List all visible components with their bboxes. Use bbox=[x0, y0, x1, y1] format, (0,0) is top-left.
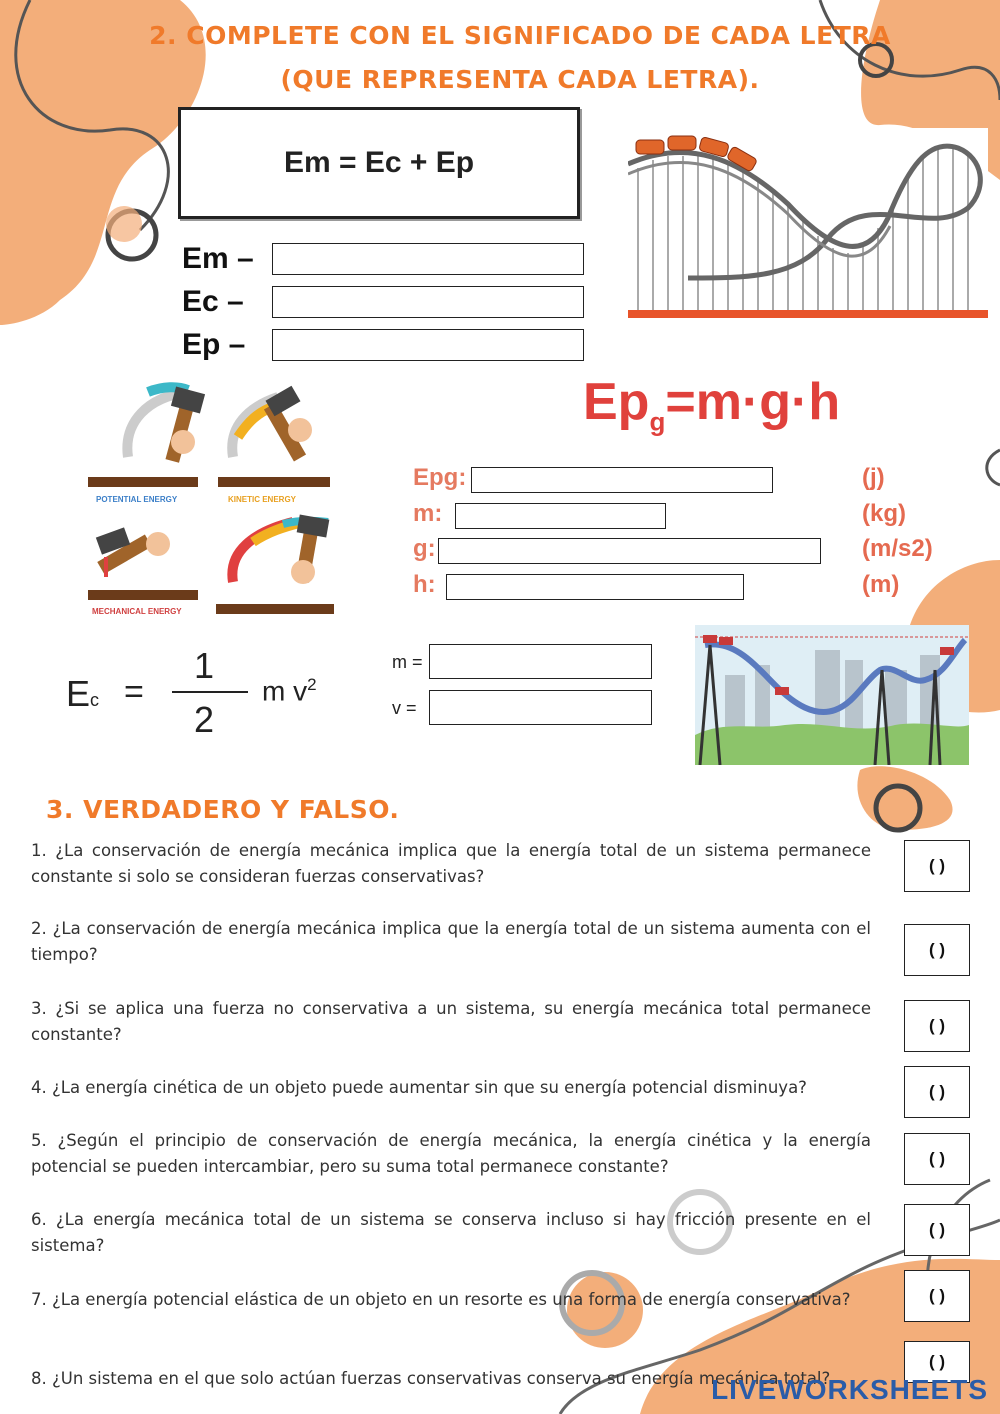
definition-row-em bbox=[182, 241, 584, 277]
answer-box-3[interactable]: ( ) bbox=[904, 1000, 970, 1052]
var-label-g: g: bbox=[413, 535, 436, 562]
mv-label-m: m = bbox=[392, 652, 423, 672]
definition-row-ec bbox=[182, 284, 584, 320]
var-label-h: h: bbox=[413, 571, 436, 598]
formula-mv bbox=[262, 675, 317, 707]
answer-box-7[interactable]: ( ) bbox=[904, 1270, 970, 1322]
formula-numerator: 1 bbox=[194, 645, 215, 686]
mv-input-v[interactable] bbox=[429, 690, 652, 725]
answer-box-1[interactable]: ( ) bbox=[904, 840, 970, 892]
mechanical-energy-formula: Em = Ec + Ep bbox=[178, 107, 580, 219]
caption-mechanical-energy: MECHANICAL ENERGY bbox=[92, 607, 182, 616]
definition-input-ec[interactable] bbox=[272, 286, 584, 318]
unit-epg: (j) bbox=[862, 464, 885, 491]
formula-sub-g: g bbox=[649, 406, 666, 437]
hammer-energy-illustration bbox=[88, 382, 344, 622]
liveworksheets-logo: LIVEWORKSHEETS bbox=[711, 1374, 988, 1405]
definition-input-em[interactable] bbox=[272, 243, 584, 275]
roller-coaster-illustration bbox=[628, 128, 988, 323]
question-2: 2. ¿La conservación de energía mecánica implica que la energía total de un sistema aumenta con el tiempo? bbox=[31, 919, 871, 964]
var-label-epg: Epg: bbox=[413, 464, 467, 491]
definition-row-ep bbox=[182, 327, 584, 363]
mv-label-v: v = bbox=[392, 698, 417, 718]
var-input-m[interactable] bbox=[455, 503, 666, 529]
definition-input-ep[interactable] bbox=[272, 329, 584, 361]
section-2-title: 2. COMPLETE CON EL SIGNIFICADO DE CADA LETRA (QUE REPRESENTA CADA LETRA). bbox=[149, 21, 891, 94]
definition-label: Em – bbox=[182, 242, 254, 275]
potential-energy-formula bbox=[583, 372, 840, 437]
answer-box-8[interactable]: ( ) bbox=[904, 1341, 970, 1383]
question-3: 3. ¿Si se aplica una fuerza no conservativa a un sistema, su energía mecánica total permanece constante? bbox=[31, 999, 871, 1044]
section-3-title: 3. VERDADERO Y FALSO. bbox=[46, 795, 400, 824]
answer-box-4[interactable]: ( ) bbox=[904, 1066, 970, 1118]
formula-ep: Ep bbox=[583, 373, 650, 431]
formula-e bbox=[66, 673, 99, 715]
roller-coaster-diagram bbox=[695, 625, 969, 765]
answer-box-6[interactable]: ( ) bbox=[904, 1204, 970, 1256]
var-label-m: m: bbox=[413, 500, 443, 527]
question-1: 1. ¿La conservación de energía mecánica implica que la energía total de un sistema permanece constante si solo se consideran fuerzas conservativas? bbox=[31, 841, 871, 886]
fraction-bar bbox=[172, 691, 248, 693]
definition-label: Ep – bbox=[182, 328, 246, 361]
formula-denominator: 2 bbox=[194, 699, 215, 740]
formula-mv-text: m v bbox=[262, 675, 308, 707]
answer-box-2[interactable]: ( ) bbox=[904, 924, 970, 976]
var-input-epg[interactable] bbox=[471, 467, 773, 493]
unit-g: (m/s2) bbox=[862, 535, 933, 562]
caption-kinetic-energy: KINETIC ENERGY bbox=[228, 495, 297, 504]
question-8: 8. ¿Un sistema en el que solo actúan fuerzas conservativas conserva su energía mecánica total? bbox=[31, 1369, 831, 1388]
formula-ec-e: E bbox=[66, 673, 91, 714]
formula-exponent: 2 bbox=[307, 675, 317, 694]
question-6: 6. ¿La energía mecánica total de un sistema se conserva incluso si hay fricción presente en el sistema? bbox=[31, 1210, 871, 1255]
unit-h: (m) bbox=[862, 571, 900, 598]
formula-equals: = bbox=[124, 673, 144, 711]
answer-box-5[interactable]: ( ) bbox=[904, 1133, 970, 1185]
question-7: 7. ¿La energía potencial elástica de un objeto en un resorte es una forma de energía conservativa? bbox=[31, 1290, 851, 1309]
unit-m: (kg) bbox=[862, 500, 906, 527]
question-4: 4. ¿La energía cinética de un objeto puede aumentar sin que su energía potencial disminuya? bbox=[31, 1078, 807, 1097]
caption-potential-energy: POTENTIAL ENERGY bbox=[96, 495, 178, 504]
formula-mgh: =m·g·h bbox=[665, 373, 841, 431]
definition-label: Ec – bbox=[182, 285, 244, 318]
mv-input-m[interactable] bbox=[429, 644, 652, 679]
var-input-g[interactable] bbox=[438, 538, 821, 564]
var-input-h[interactable] bbox=[446, 574, 744, 600]
formula-ec-sub: c bbox=[90, 690, 100, 710]
question-5: 5. ¿Según el principio de conservación de energía mecánica, la energía cinética y la energía potencial se pueden intercambiar, pero su suma total permanece constante? bbox=[31, 1131, 871, 1176]
